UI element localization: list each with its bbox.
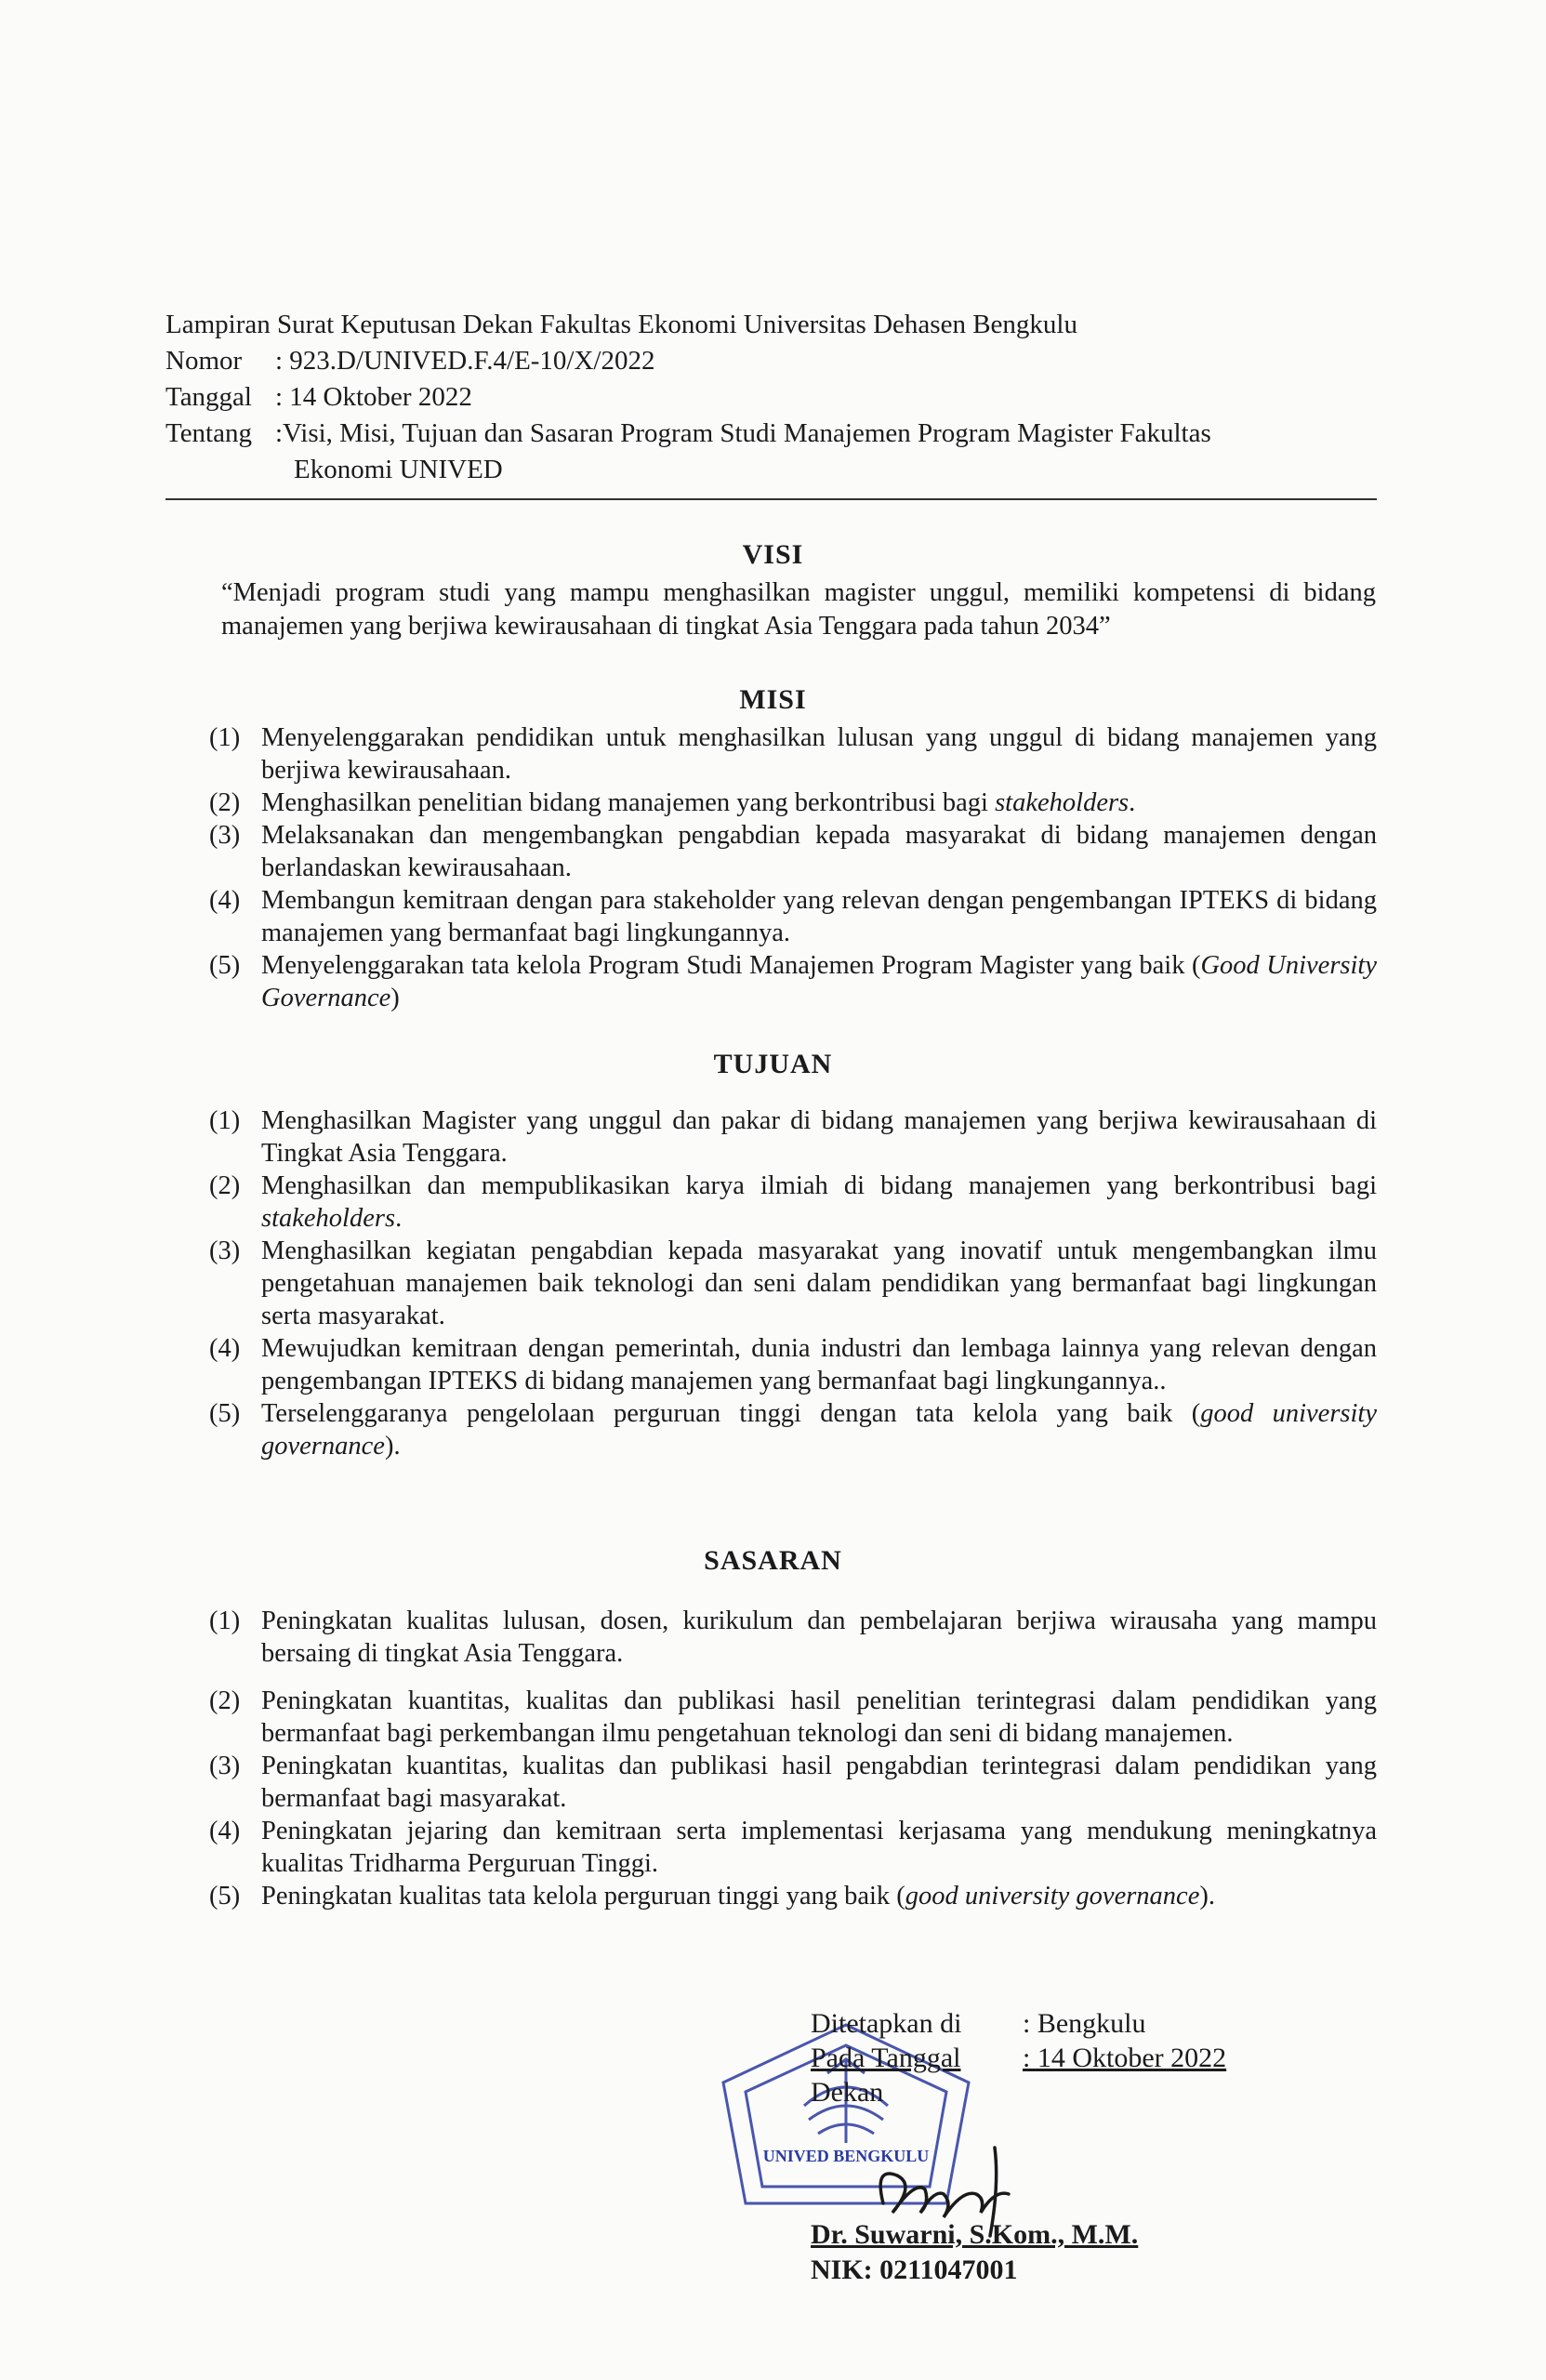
list-item [209,721,1377,787]
tujuan-list [209,1104,1377,1462]
nomor-value: : 923.D/UNIVED.F.4/E-10/X/2022 [275,346,655,376]
tentang-value-cont: Ekonomi UNIVED [294,455,503,484]
list-item [209,1332,1377,1397]
item-number: (5) [209,1399,241,1428]
pada-tanggal-value: : 14 Oktober 2022 [1023,2043,1227,2073]
list-item [209,1815,1377,1880]
item-emphasis: good university governance [261,1399,1378,1461]
item-number: (2) [209,1686,241,1715]
nomor-label: Nomor [165,346,243,376]
stamp-text: UNIVED BENGKULU [762,2147,930,2165]
list-item [209,1880,1377,1912]
item-number: (1) [209,1106,241,1135]
tanggal-label: Tanggal [165,382,252,412]
item-text: Menghasilkan penelitian bidang manajemen yang berkontribusi bagi stakeholders. [261,788,1136,817]
list-item [209,787,1377,819]
item-number: (4) [209,1817,241,1845]
visi-text: “Menjadi program studi yang mampu menghasilkan magister unggul, memiliki kompetensi di bidang manajemen yang berjiwa kewirausahaan di tingkat Asia Tenggara pada tahun 2034” [221,578,1376,641]
item-number: (1) [209,723,241,752]
visi-title: VISI [742,539,804,570]
jabatan: Dekan [811,2077,884,2108]
item-text: Peningkatan kuantitas, kualitas dan publikasi hasil penelitian terintegrasi dalam pendidikan yang bermanfaat bagi perkembangan ilmu pengetahuan teknologi dan seni di bidang manajemen. [261,1686,1377,1748]
misi-title: MISI [739,684,807,715]
sasaran-list [209,1605,1377,1912]
item-number: (5) [209,1882,241,1911]
signatory-name: Dr. Suwarni, S.Kom., M.M. [811,2219,1139,2250]
item-number: (3) [209,1752,241,1780]
item-text: Menyelenggarakan tata kelola Program Studi Manajemen Program Magister yang baik (Good University Governance) [261,951,1377,1012]
header-divider [165,498,1377,500]
item-number: (2) [209,788,241,817]
list-item [209,819,1377,884]
pada-tanggal-label: Pada Tanggal [811,2043,961,2073]
list-item [209,884,1377,949]
item-number: (5) [209,951,241,980]
item-emphasis: stakeholders [995,788,1130,817]
list-item [209,1605,1377,1670]
item-text: Peningkatan kuantitas, kualitas dan publikasi hasil pengabdian terintegrasi dalam pendidikan yang bermanfaat bagi masyarakat. [261,1752,1377,1813]
signatory-nik: NIK: 0211047001 [811,2254,1018,2285]
item-text: Membangun kemitraan dengan para stakeholder yang relevan dengan pengembangan IPTEKS di bidang manajemen yang bermanfaat bagi lingkungannya. [261,886,1377,947]
signature-block [811,2006,1226,2109]
list-item [209,949,1377,1014]
item-emphasis: stakeholders [261,1204,396,1233]
list-item [209,1685,1377,1750]
item-number: (3) [209,821,241,850]
tentang-label: Tentang [165,418,252,448]
ditetapkan-value: : Bengkulu [1023,2008,1146,2039]
item-text: Mewujudkan kemitraan dengan pemerintah, dunia industri dan lembaga lainnya yang relevan dengan pengembangan IPTEKS di bidang manajemen yang bermanfaat bagi lingkungannya.. [261,1334,1377,1395]
signatory-block [811,2217,1138,2288]
list-item [209,1104,1377,1170]
list-item [209,1750,1377,1815]
ditetapkan-label: Ditetapkan di [811,2008,962,2039]
sasaran-title: SASARAN [704,1545,842,1576]
item-emphasis: Good University Governance [261,951,1377,1012]
item-number: (4) [209,1334,241,1363]
item-text: Menghasilkan Magister yang unggul dan pakar di bidang manajemen yang berjiwa kewirausahaan di Tingkat Asia Tenggara. [261,1106,1377,1168]
tujuan-title: TUJUAN [713,1049,833,1079]
item-text: Peningkatan jejaring dan kemitraan serta implementasi kerjasama yang mendukung meningkatnya kualitas Tridharma Perguruan Tinggi. [261,1817,1377,1878]
list-item [209,1170,1377,1235]
misi-list [209,721,1377,1014]
header-line: Lampiran Surat Keputusan Dekan Fakultas Ekonomi Universitas Dehasen Bengkulu [165,310,1077,339]
list-item [209,1397,1377,1462]
item-emphasis: good university governance [905,1882,1200,1911]
item-text: Terselenggaranya pengelolaan perguruan tinggi dengan tata kelola yang baik (good university governance). [261,1399,1378,1461]
tentang-value: :Visi, Misi, Tujuan dan Sasaran Program Studi Manajemen Program Magister Fakultas [275,418,1211,448]
item-number: (1) [209,1606,241,1635]
list-item [209,1235,1377,1332]
item-text: Peningkatan kualitas lulusan, dosen, kurikulum dan pembelajaran berjiwa wirausaha yang mampu bersaing di tingkat Asia Tenggara. [261,1606,1377,1668]
item-number: (2) [209,1171,241,1200]
item-text: Menghasilkan dan mempublikasikan karya ilmiah di bidang manajemen yang berkontribusi bagi stakeholders. [261,1171,1377,1233]
item-number: (3) [209,1236,241,1265]
item-text: Menghasilkan kegiatan pengabdian kepada masyarakat yang inovatif untuk mengembangkan ilmu pengetahuan manajemen baik teknologi dan seni dalam pendidikan yang bermanfaat bagi lingkungan serta masyarakat. [261,1236,1377,1330]
tanggal-value: : 14 Oktober 2022 [275,382,472,412]
item-text: Menyelenggarakan pendidikan untuk menghasilkan lulusan yang unggul di bidang manajemen yang berjiwa kewirausahaan. [261,723,1377,785]
document-header [165,307,1374,488]
item-text: Peningkatan kualitas tata kelola perguruan tinggi yang baik (good university governance). [261,1882,1215,1911]
item-text: Melaksanakan dan mengembangkan pengabdian kepada masyarakat di bidang manajemen dengan berlandaskan kewirausahaan. [261,821,1377,882]
item-number: (4) [209,886,241,915]
